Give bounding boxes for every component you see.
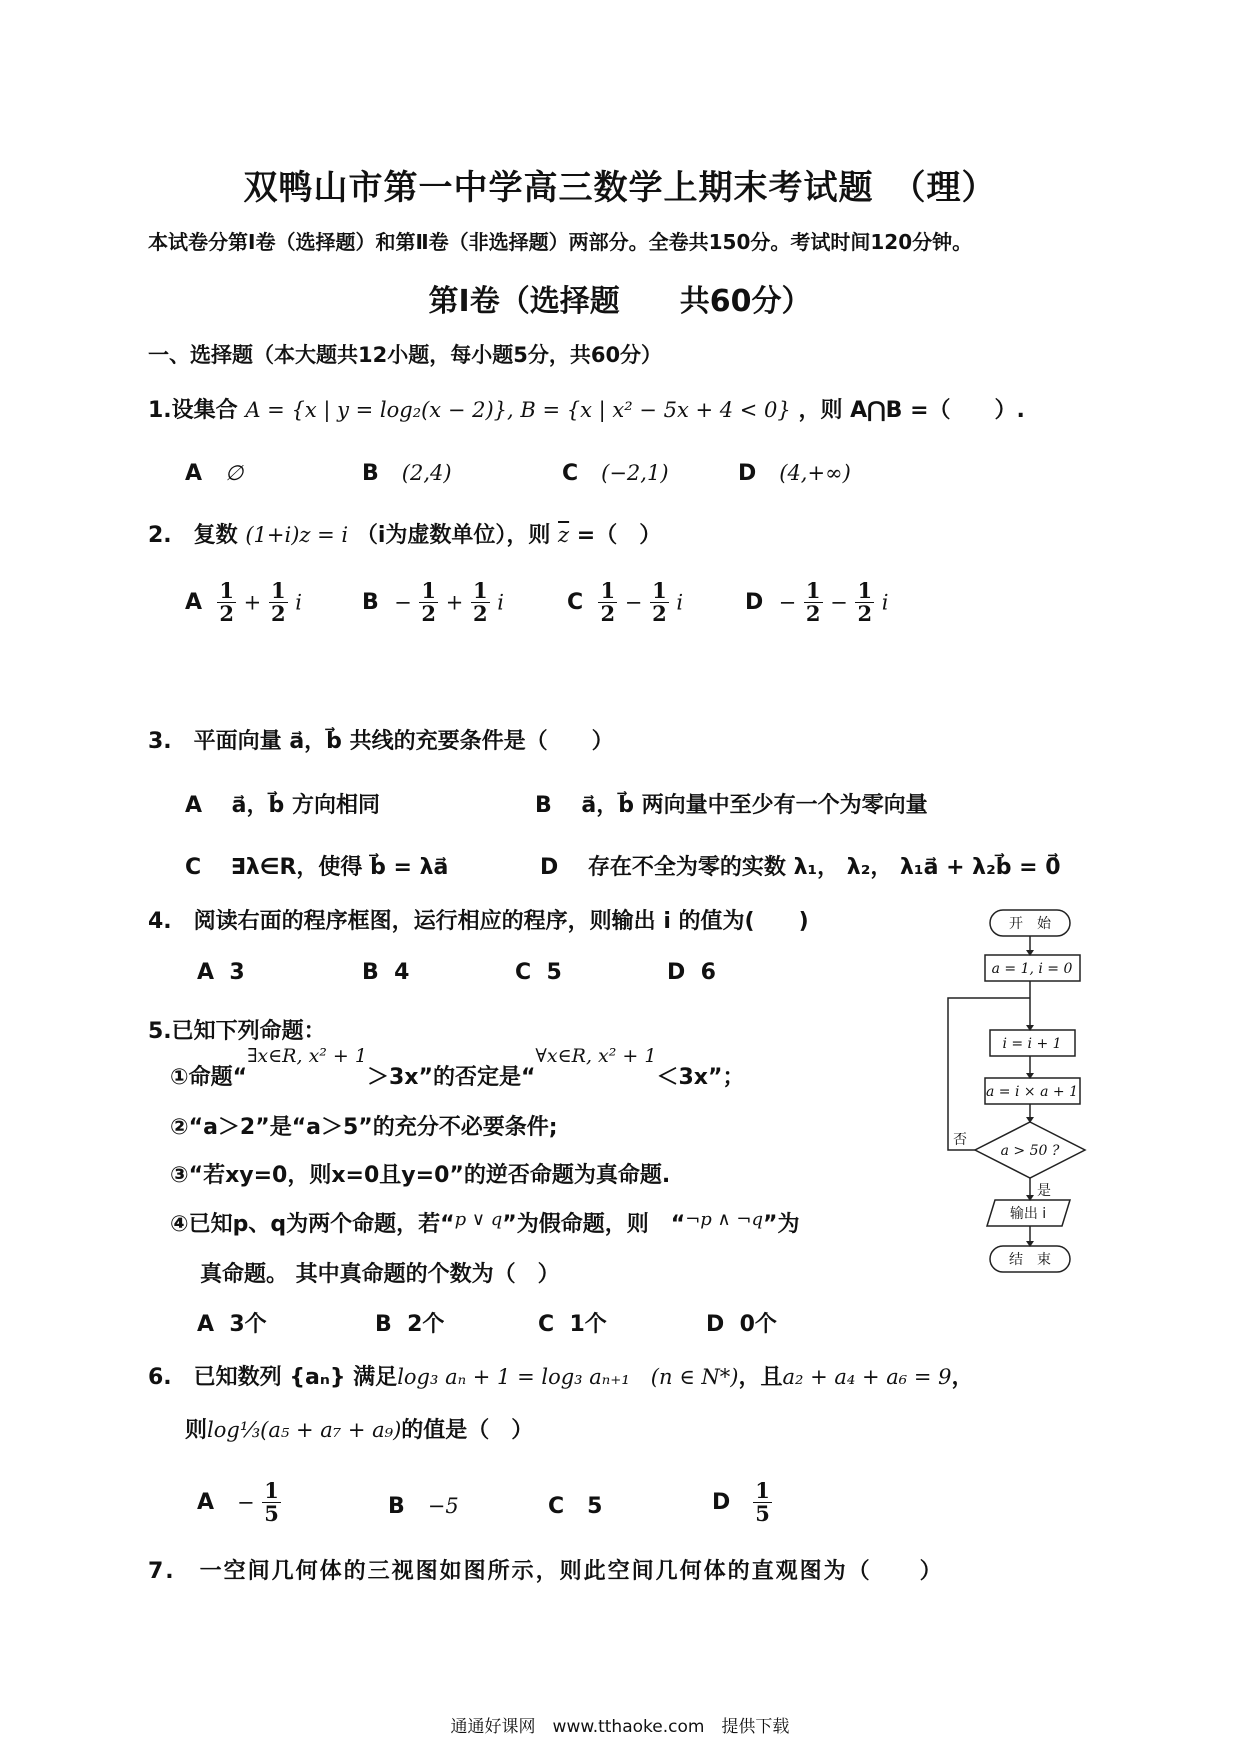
option-label: B	[362, 461, 379, 486]
program-flowchart	[940, 900, 1120, 1310]
option-text: 1个	[569, 1312, 607, 1337]
denominator: 2	[270, 601, 286, 627]
section-heading: 一、选择题（本大题共12小题，每小题5分，共60分）	[148, 343, 663, 367]
numerator: 1	[755, 1478, 770, 1503]
q5-option-d	[706, 1307, 777, 1338]
q4-option-b	[362, 960, 409, 985]
question-4: 4. 阅读右面的程序框图，运行相应的程序，则输出 i 的值为( )	[148, 909, 809, 934]
q2-option-b	[362, 580, 504, 625]
q6-line1-math-2: a₂ + a₄ + a₆ = 9	[782, 1365, 952, 1389]
s1-a: ①命题“	[170, 1065, 248, 1090]
q6-line1-a: 6. 已知数列 {aₙ} 满足	[148, 1365, 398, 1390]
q6-line1-c: ，	[951, 1365, 974, 1390]
numerator: 1	[219, 578, 234, 603]
q3-option-b: B a⃗，b⃗ 两向量中至少有一个为零向量	[535, 793, 928, 818]
sign: −	[830, 590, 848, 615]
option-label: B	[375, 1312, 392, 1337]
denominator: 2	[857, 601, 873, 627]
q6-line2-math: log⅓(a₅ + a₇ + a₉)	[207, 1418, 402, 1442]
q6-line1-math: log₃ aₙ + 1 = log₃ aₙ₊₁ (n ∈ N*)	[397, 1365, 739, 1389]
s4-math-1: p ∨ q	[454, 1209, 503, 1230]
option-label: A	[185, 590, 203, 616]
q4-option-a	[197, 960, 245, 985]
q6-option-c	[548, 1494, 602, 1519]
imaginary-unit: i	[295, 590, 302, 615]
flow-cond-text: a > 50 ?	[1000, 1143, 1060, 1159]
option-label: D	[706, 1312, 725, 1337]
q1-prefix: 1.设集合	[148, 398, 238, 423]
s1-math-1: ∃x∈R, x² + 1	[247, 1045, 367, 1067]
fraction	[269, 580, 288, 625]
flow-step1-text: i = i + 1	[1002, 1036, 1062, 1052]
part-heading: 第Ⅰ卷（选择题 共60分）	[428, 284, 812, 319]
q2-middle: （i为虚数单位），则	[355, 523, 551, 548]
imaginary-unit: i	[881, 590, 889, 615]
option-text: (2,4)	[401, 461, 452, 485]
s4-math-2: ¬p ∧ ¬q	[685, 1209, 764, 1230]
option-label: D	[738, 461, 757, 486]
q5-statement-1	[170, 1045, 745, 1091]
option-label: A	[197, 1312, 215, 1337]
question-6	[148, 1360, 974, 1391]
sign: −	[778, 590, 797, 615]
question-1	[148, 393, 1025, 424]
option-label: D	[667, 960, 686, 985]
fraction	[419, 580, 438, 625]
option-text: 3个	[229, 1312, 267, 1337]
q3-option-d: D 存在不全为零的实数 λ₁， λ₂， λ₁a⃗ + λ₂b⃗ = 0⃗	[540, 855, 1061, 880]
q3-option-a: A a⃗，b⃗ 方向相同	[185, 793, 380, 818]
option-label: D	[745, 590, 764, 616]
option-label: C	[538, 1312, 555, 1337]
q6-option-a	[197, 1480, 281, 1525]
option-label: D	[712, 1490, 731, 1516]
q5-statement-3: ③“若xy=0，则x=0且y=0”的逆否命题为真命题.	[170, 1163, 671, 1188]
flow-start-text: 开 始	[1009, 916, 1051, 932]
numerator: 1	[652, 578, 667, 603]
page-footer: 通通好课网 www.tthaoke.com 提供下载	[450, 1717, 790, 1737]
q1-suffix: ，则 A⋂B =（ ）.	[798, 398, 1025, 423]
q1-math: A = {x | y = log₂(x − 2)}, B = {x | x² − 5x + 4 < 0}	[245, 398, 791, 422]
question-7: 7. 一空间几何体的三视图如图所示，则此空间几何体的直观图为（ ）	[148, 1559, 944, 1584]
q1-option-c	[562, 461, 669, 486]
fraction	[855, 580, 874, 625]
option-text: 2个	[407, 1312, 445, 1337]
q2-suffix: =（ ）	[576, 523, 662, 548]
q5-statement-2: ②“a＞2”是“a＞5”的充分不必要条件;	[170, 1115, 558, 1140]
denominator: 2	[472, 601, 488, 627]
option-label: A	[197, 1490, 215, 1516]
fraction	[753, 1480, 772, 1525]
fraction	[598, 580, 617, 625]
flow-step2-text: a = i × a + 1	[986, 1084, 1078, 1100]
question-2	[148, 518, 661, 549]
numerator: 1	[264, 1478, 279, 1503]
q1-option-d	[738, 461, 851, 486]
exam-title: 双鸭山市第一中学高三数学上期末考试题 （理）	[243, 168, 997, 208]
sign: +	[445, 590, 464, 615]
imaginary-unit: i	[676, 590, 684, 615]
option-label: B	[362, 590, 379, 616]
s4-a: ④已知p、q为两个命题，若“	[170, 1212, 455, 1237]
q4-option-d	[667, 960, 716, 985]
fraction	[471, 580, 490, 625]
q5-option-a	[197, 1307, 267, 1338]
flow-end-text: 结 束	[1009, 1252, 1051, 1268]
q5-option-c	[538, 1307, 607, 1338]
flow-yes-label: 是	[1037, 1183, 1051, 1199]
s1-math-2: ∀x∈R, x² + 1	[535, 1045, 657, 1067]
option-label: C	[562, 461, 579, 486]
exam-intro: 本试卷分第Ⅰ卷（选择题）和第Ⅱ卷（非选择题）两部分。全卷共150分。考试时间120分钟。	[148, 230, 973, 254]
option-text: 5	[546, 960, 562, 985]
q6-line2-a: 则	[185, 1418, 208, 1443]
q2-prefix: 2. 复数	[148, 523, 238, 548]
denominator: 2	[219, 601, 234, 627]
option-text: 6	[700, 960, 716, 985]
denominator: 5	[755, 1501, 770, 1527]
q1-option-b	[362, 461, 452, 486]
q6-option-b	[388, 1494, 459, 1519]
numerator: 1	[472, 578, 488, 603]
q3-option-c: C ∃λ∈R，使得 b⃗ = λa⃗	[185, 855, 449, 880]
option-label: C	[515, 960, 532, 985]
denominator: 2	[600, 601, 616, 627]
option-text: (−2,1)	[601, 461, 669, 485]
question-3: 3. 平面向量 a⃗，b⃗ 共线的充要条件是（ ）	[148, 729, 614, 754]
q2-math: (1+i)z = i	[245, 523, 349, 547]
denominator: 2	[652, 601, 667, 627]
numerator: 1	[857, 578, 873, 603]
option-label: A	[197, 960, 215, 985]
denominator: 2	[421, 601, 437, 627]
q2-option-c	[567, 580, 683, 625]
fraction	[650, 580, 669, 625]
option-label: A	[185, 461, 203, 486]
option-text: 3	[229, 960, 245, 985]
numerator: 1	[805, 578, 821, 603]
s4-b: ”为假命题，则 “	[502, 1212, 686, 1237]
q5-statement-4	[170, 1207, 799, 1238]
denominator: 5	[264, 1501, 279, 1527]
fraction	[217, 580, 236, 625]
q6-line2-b: 的值是（ ）	[401, 1418, 534, 1443]
q1-option-a	[185, 461, 243, 486]
flow-init-text: a = 1, i = 0	[991, 961, 1073, 977]
s1-b: ＞3x”的否定是“	[367, 1065, 536, 1090]
q2-option-a	[185, 580, 302, 625]
option-label: B	[388, 1494, 405, 1519]
option-text: 0个	[739, 1312, 777, 1337]
sign: −	[394, 590, 412, 615]
option-label: C	[567, 590, 584, 616]
option-text: ∅	[225, 461, 244, 485]
q4-option-c	[515, 960, 562, 985]
fraction	[804, 580, 823, 625]
option-text: −5	[427, 1494, 459, 1518]
q2-option-d	[745, 580, 888, 625]
sign: −	[237, 1490, 255, 1515]
flow-no-label: 否	[953, 1132, 967, 1148]
question-6-line2	[185, 1413, 533, 1444]
flow-loop-line	[948, 998, 1030, 1150]
sign: +	[243, 590, 262, 615]
q6-option-d	[712, 1480, 772, 1525]
denominator: 2	[805, 601, 821, 627]
option-text: 5	[587, 1494, 603, 1519]
numerator: 1	[600, 578, 616, 603]
q2-zbar: $\overline{z}$	[558, 523, 570, 547]
question-5: 5.已知下列命题：	[148, 1019, 326, 1044]
numerator: 1	[270, 578, 286, 603]
imaginary-unit: i	[497, 590, 504, 615]
numerator: 1	[421, 578, 437, 603]
option-text: 4	[394, 960, 410, 985]
flow-output-text: 输出 i	[1009, 1206, 1047, 1222]
option-label: C	[548, 1494, 565, 1519]
sign: −	[624, 590, 643, 615]
s1-c: ＜3x”；	[656, 1065, 745, 1090]
option-text: (4,+∞)	[779, 461, 851, 485]
s4-c: ”为	[763, 1212, 800, 1237]
q6-line1-b: ，且	[738, 1365, 783, 1390]
fraction	[262, 1480, 281, 1525]
q5-statement-4-cont: 真命题。 其中真命题的个数为（ ）	[200, 1262, 560, 1287]
q5-option-b	[375, 1307, 444, 1338]
option-label: B	[362, 960, 379, 985]
